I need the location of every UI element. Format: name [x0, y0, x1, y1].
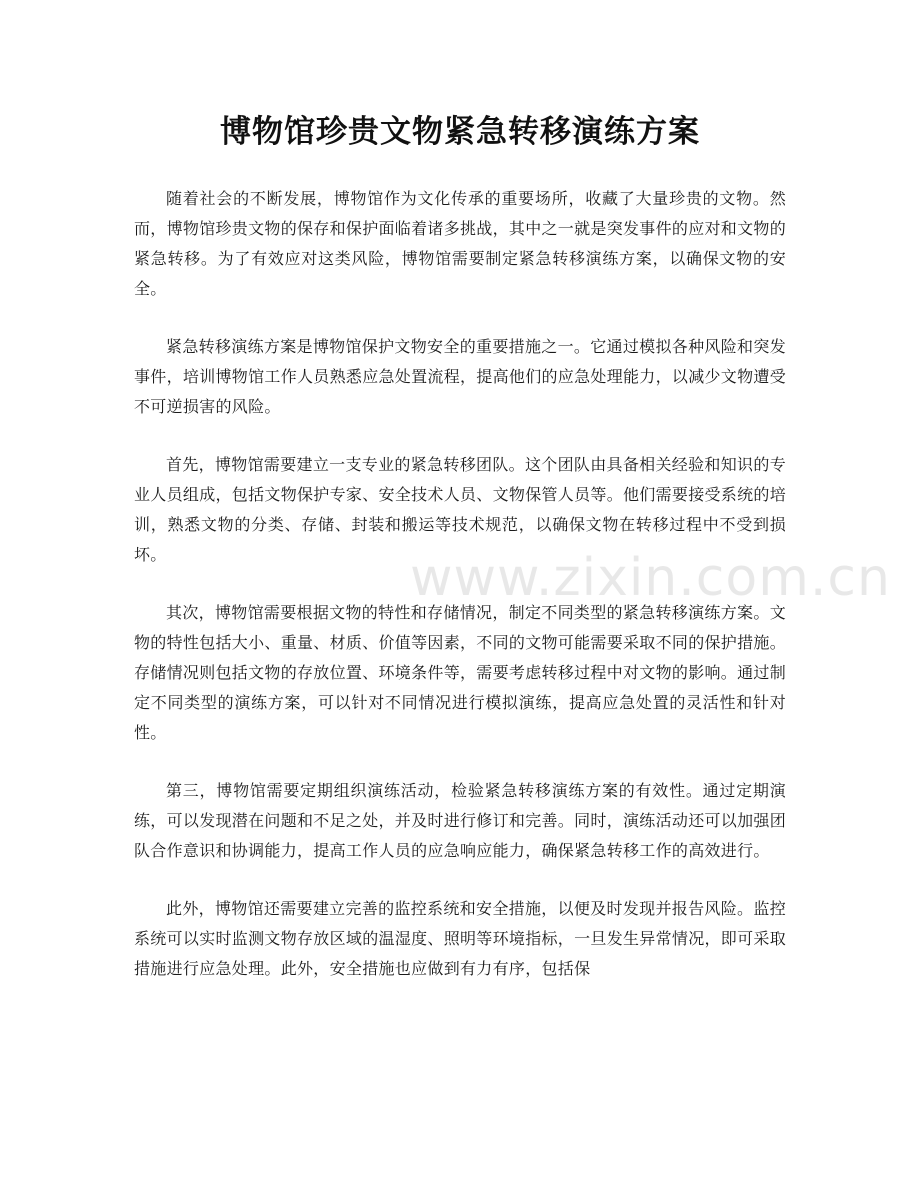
paragraph-1: 随着社会的不断发展，博物馆作为文化传承的重要场所，收藏了大量珍贵的文物。然而，博物馆珍贵文物的保存和保护面临着诸多挑战，其中之一就是突发事件的应对和文物的紧急转移。为了有效应对这类风险，博物馆需要制定紧急转移演练方案，以确保文物的安全。 — [134, 189, 787, 298]
paragraph-5: 第三，博物馆需要定期组织演练活动，检验紧急转移演练方案的有效性。通过定期演练，可以发现潜在问题和不足之处，并及时进行修订和完善。同时，演练活动还可以加强团队合作意识和协调能力，提高工作人员的应急响应能力，确保紧急转移工作的高效进行。 — [134, 781, 787, 860]
paragraph-4: 其次，博物馆需要根据文物的特性和存储情况，制定不同类型的紧急转移演练方案。文物的特性包括大小、重量、材质、价值等因素，不同的文物可能需要采取不同的保护措施。存储情况则包括文物的存放位置、环境条件等，需要考虑转移过程中对文物的影响。通过制定不同类型的演练方案，可以针对不同情况进行模拟演练，提高应急处置的灵活性和针对性。 — [134, 603, 787, 742]
paragraph-6: 此外，博物馆还需要建立完善的监控系统和安全措施，以便及时发现并报告风险。监控系统可以实时监测文物存放区域的温湿度、照明等环境指标，一旦发生异常情况，即可采取措施进行应急处理。此外，安全措施也应做到有力有序，包括保 — [134, 899, 787, 978]
document-body — [134, 184, 786, 1012]
paragraph-2: 紧急转移演练方案是博物馆保护文物安全的重要措施之一。它通过模拟各种风险和突发事件，培训博物馆工作人员熟悉应急处置流程，提高他们的应急处理能力，以减少文物遭受不可逆损害的风险。 — [134, 337, 787, 416]
watermark-text: www.zixin.com.cn — [410, 548, 891, 608]
document-title: 博物馆珍贵文物紧急转移演练方案 — [220, 114, 700, 150]
paragraph-3: 首先，博物馆需要建立一支专业的紧急转移团队。这个团队由具备相关经验和知识的专业人员组成，包括文物保护专家、安全技术人员、文物保管人员等。他们需要接受系统的培训，熟悉文物的分类、存储、封装和搬运等技术规范，以确保文物在转移过程中不受到损坏。 — [134, 455, 787, 564]
